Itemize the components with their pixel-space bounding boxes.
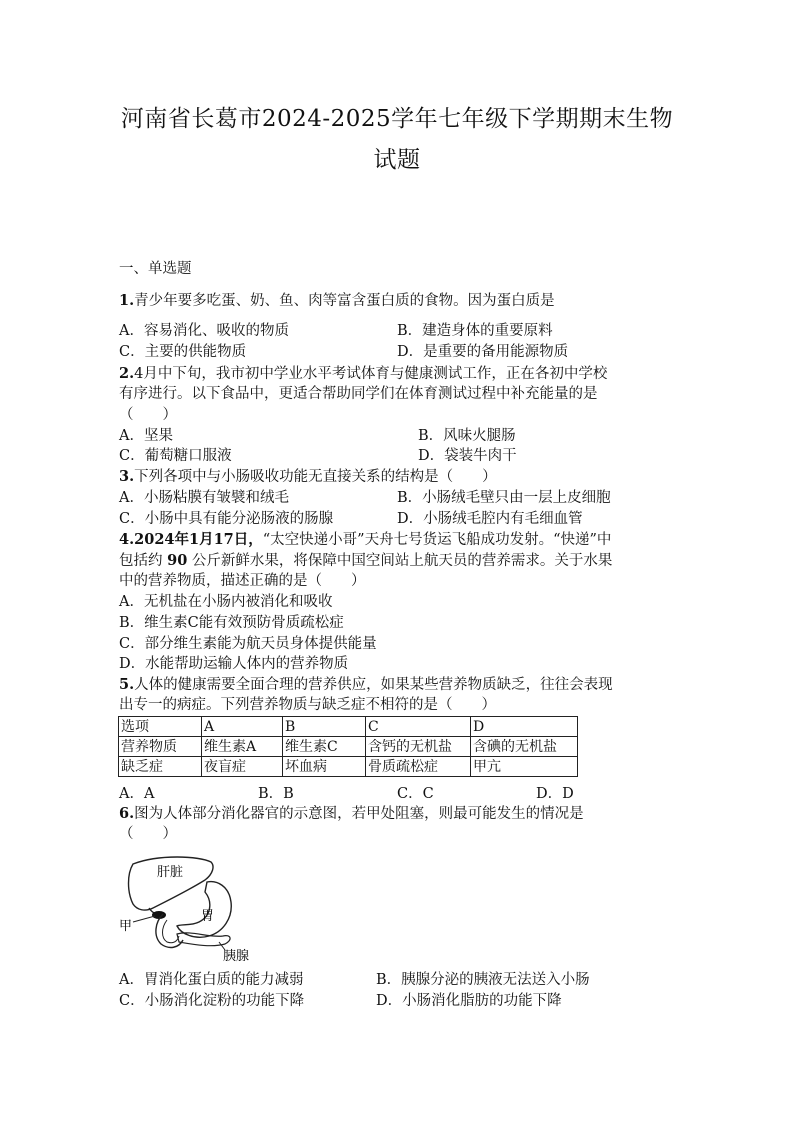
table-cell: C [366, 717, 471, 737]
question-number: 5. [119, 676, 135, 693]
question-text: 中的营养物质，描述正确的是（ ） [119, 573, 366, 589]
label-pancreas: 胰腺 [223, 949, 250, 962]
question-number: 1. [119, 292, 135, 309]
question-number: 6. [119, 805, 135, 822]
table-row [119, 717, 578, 737]
option-d: D．袋装牛肉干 [418, 448, 517, 464]
question-number: 2. [119, 365, 135, 382]
option-a: A．小肠粘膜有皱襞和绒毛 [119, 490, 289, 506]
jia-pointer-line [133, 916, 155, 922]
table-row [119, 757, 578, 777]
label-liver: 肝脏 [157, 865, 184, 880]
text-fragment: 包括约 [119, 553, 163, 569]
question-text: 图为人体部分消化器官的示意图，若甲处阻塞，则最可能发生的情况是 [134, 806, 584, 822]
table-cell: 选项 [119, 717, 202, 737]
table-cell: 维生素C [283, 737, 366, 757]
question-text [119, 551, 612, 571]
table-cell: 夜盲症 [202, 757, 283, 777]
table-row [119, 737, 578, 757]
table-cell: A [202, 717, 283, 737]
option-c: C．小肠消化淀粉的功能下降 [119, 993, 305, 1009]
table-cell: 甲亢 [471, 757, 578, 777]
exam-title-line1: 河南省长葛市2024-2025学年七年级下学期期末生物 [120, 106, 674, 132]
option-c: C．葡萄糖口服液 [119, 448, 232, 464]
table-cell: 骨质疏松症 [366, 757, 471, 777]
question-date: 2024年1月17日， [134, 531, 263, 548]
blockage-point [152, 911, 166, 919]
question-number: 4. [119, 531, 135, 548]
option-c: C．主要的供能物质 [119, 344, 247, 360]
option-b: B．建造身体的重要原料 [397, 323, 553, 339]
question-text: 下列各项中与小肠吸收功能无直接关系的结构是（ ） [134, 469, 497, 485]
table-cell: 坏血病 [283, 757, 366, 777]
option-d: D．小肠绒毛腔内有毛细血管 [397, 511, 583, 527]
table-cell: 含钙的无机盐 [366, 737, 471, 757]
question-5 [119, 675, 613, 695]
option-c: C．小肠中具有能分泌肠液的肠腺 [119, 511, 334, 527]
option-b: B．维生素C能有效预防骨质疏松症 [119, 615, 344, 631]
question-6 [119, 804, 584, 824]
question-text: 青少年要多吃蛋、奶、鱼、肉等富含蛋白质的食物。因为蛋白质是 [134, 293, 555, 309]
pancreas-shape [177, 933, 230, 946]
section-heading: 一、单选题 [119, 261, 192, 277]
option-b: B．小肠绒毛壁只由一层上皮细胞 [397, 490, 611, 506]
question-number: 3. [119, 468, 135, 485]
text-fragment: 公斤新鲜水果，将保障中国空间站上航天员的营养需求。关于水果 [191, 553, 613, 569]
question-4 [119, 530, 611, 550]
option-d: D．小肠消化脂肪的功能下降 [376, 993, 562, 1009]
question-text: 人体的健康需要全面合理的营养供应，如果某些营养物质缺乏，往往会表现 [134, 677, 613, 693]
question-1 [119, 291, 555, 311]
option-b: B．B [258, 786, 294, 802]
exam-title-line2: 试题 [373, 147, 421, 173]
option-a: A．坚果 [119, 428, 173, 444]
table-cell: 维生素A [202, 737, 283, 757]
question-text: 有序进行。以下食品中，更适合帮助同学们在体育测试过程中补充能量的是 [119, 386, 598, 402]
duodenum-inner [163, 920, 180, 943]
option-b: B．胰腺分泌的胰液无法送入小肠 [376, 972, 590, 988]
question-text: 4月中下旬，我市初中学业水平考试体育与健康测试工作，正在各初中学校 [134, 366, 608, 382]
table-cell: 缺乏症 [119, 757, 202, 777]
question-2 [119, 364, 607, 384]
table-cell: 含碘的无机盐 [471, 737, 578, 757]
label-jia: 甲 [119, 919, 133, 934]
amount: 90 [167, 552, 188, 569]
table-cell: D [471, 717, 578, 737]
nutrition-table [118, 716, 578, 777]
option-d: D．D [536, 786, 574, 802]
option-a: A．A [119, 786, 155, 802]
answer-blank: （ ） [119, 407, 177, 423]
option-a: A．胃消化蛋白质的能力减弱 [119, 972, 304, 988]
answer-blank: （ ） [119, 826, 177, 842]
option-d: D．水能帮助运输人体内的营养物质 [119, 656, 349, 672]
option-c: C．C [397, 786, 434, 802]
label-stomach: 胃 [201, 909, 215, 924]
table-cell: 营养物质 [119, 737, 202, 757]
question-text: “太空快递小哥”天舟七号货运飞船成功发射。“快递”中 [262, 532, 612, 548]
table-cell: B [283, 717, 366, 737]
option-a: A．容易消化、吸收的物质 [119, 323, 289, 339]
option-a: A．无机盐在小肠内被消化和吸收 [119, 594, 333, 610]
option-c: C．部分维生素能为航天员身体提供能量 [119, 636, 377, 652]
question-3 [119, 467, 497, 487]
question-text: 出专一的病症。下列营养物质与缺乏症不相符的是（ ） [119, 697, 496, 713]
option-b: B．风味火腿肠 [418, 428, 516, 444]
option-d: D．是重要的备用能源物质 [397, 344, 569, 360]
digestive-organs-diagram [119, 852, 269, 962]
